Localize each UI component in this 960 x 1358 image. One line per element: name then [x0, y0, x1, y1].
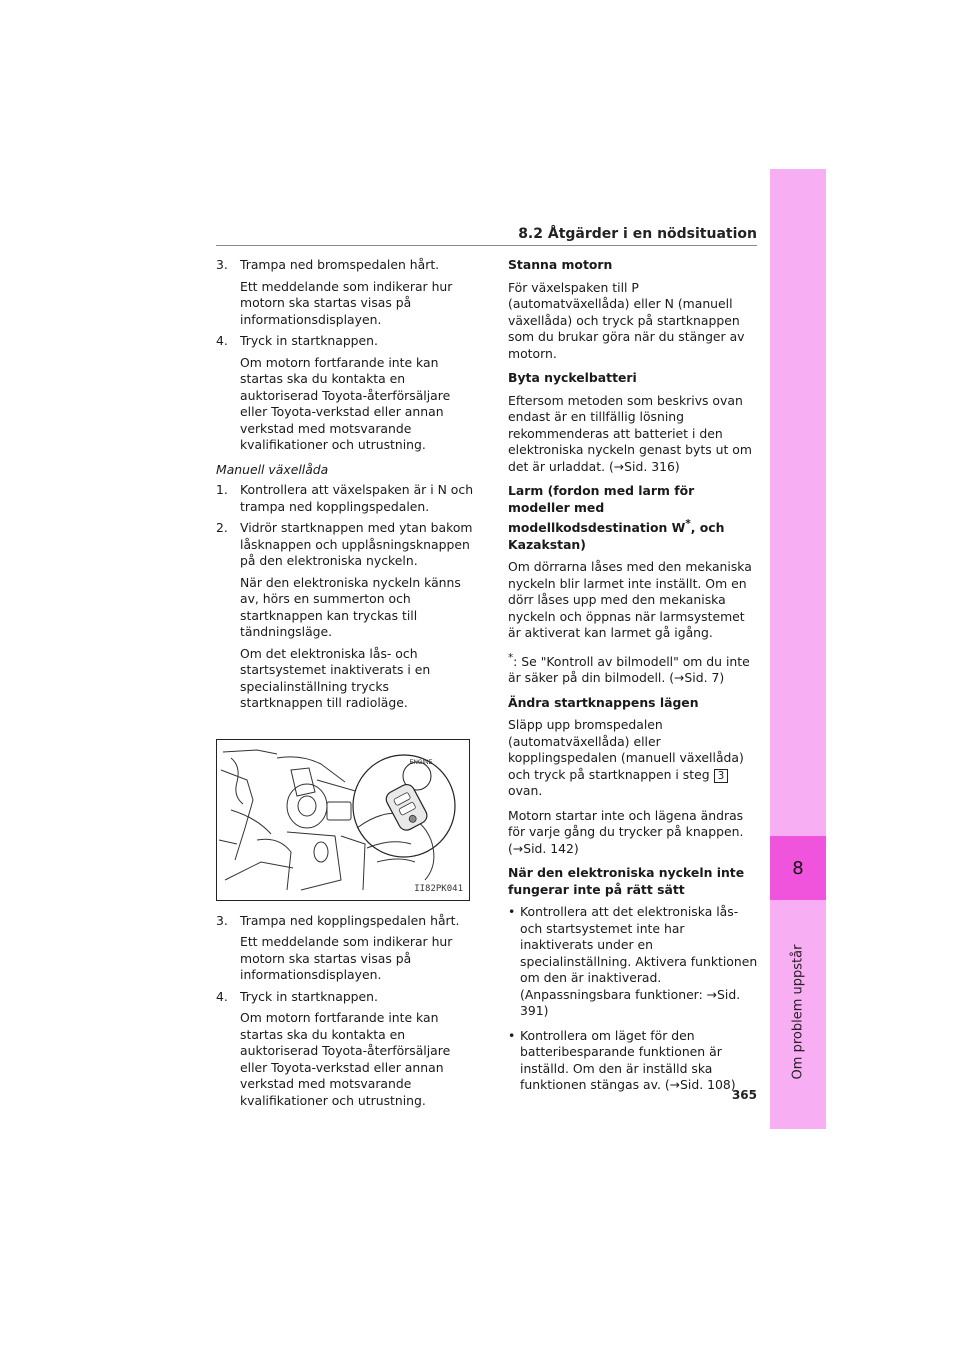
- step-2-manual: [216, 520, 474, 570]
- step-text: Tryck in startknappen.: [240, 333, 378, 348]
- bullet-icon: •: [508, 1027, 516, 1043]
- modes-text-part: Släpp upp bromspedalen (automatväxellåda) eller kopplingspedalen (manuell växellåda) och tryck på startknappen i steg: [508, 717, 744, 782]
- step-1-manual: [216, 482, 474, 515]
- section-title: 8.2 Åtgärder i en nödsituation: [518, 226, 757, 242]
- right-column: [508, 257, 758, 1102]
- step-text: Vidrör startknappen med ytan bakom låsknappen och upplåsningsknappen på den elektroniska nyckeln.: [240, 520, 473, 568]
- alarm-heading-part: , och Kazakstan): [508, 520, 725, 552]
- key-not-working-heading: När den elektroniska nyckeln inte fungerar inte på rätt sätt: [508, 865, 745, 897]
- alarm-heading-part: Larm (fordon med larm för modeller med modellkodsdestination W: [508, 483, 695, 536]
- header-divider: [216, 245, 757, 246]
- step-number: 2.: [216, 520, 228, 535]
- step-3-manual: [216, 913, 474, 930]
- chapter-title: Om problem uppstår: [790, 944, 806, 1080]
- step-3-auto: [216, 257, 474, 274]
- battery-heading: Byta nyckelbatteri: [508, 370, 637, 385]
- step-reference-tag: 3: [714, 769, 729, 783]
- list-item-text: Kontrollera om läget för den batteribesparande funktionen är inställd. Om den är inställd ska funktionen stängas av. (→Sid. 108): [520, 1027, 736, 1093]
- engine-button-label: ENGINE: [409, 759, 433, 766]
- list-item-text: Kontrollera att det elektroniska lås- och startsystemet inte har inaktiverats under en specialinställning. Aktivera funktionen om den är inaktiverad. (Anpassningsbara funktioner: →Sid. 391): [520, 904, 758, 1019]
- step-number: 3.: [216, 257, 228, 272]
- step-number: 1.: [216, 482, 228, 497]
- stop-engine-text: För växelspaken till P (automatväxellåda) eller N (manuell växellåda) och tryck på startknappen som du brukar göra när du stänger av motorn.: [508, 279, 745, 361]
- step-text: Kontrollera att växelspaken är i N och trampa ned kopplingspedalen.: [240, 482, 474, 514]
- step-4-manual: [216, 989, 474, 1006]
- bullet-icon: •: [508, 904, 516, 920]
- footnote-marker: *: [685, 518, 691, 530]
- step-note: När den elektroniska nyckeln känns av, hörs en summerton och startknappen kan tryckas till tändningsläge.: [240, 574, 461, 639]
- car-interior-illustration: [217, 740, 469, 900]
- figure-code: II82PK041: [414, 884, 463, 894]
- step-4-auto: [216, 333, 474, 350]
- alarm-text: Om dörrarna låses med den mekaniska nyckeln blir larmet inte inställt. Om en dörr låses upp med den mekaniska nyckeln och öppnas när larmsystemet är aktiverat kan larmet gå igång.: [508, 559, 752, 641]
- step-number: 4.: [216, 988, 228, 1004]
- step-number: 4.: [216, 333, 228, 348]
- page-number: 365: [731, 1088, 757, 1102]
- step-note: Ett meddelande som indikerar hur motorn ska startas visas på informationsdisplayen.: [240, 934, 453, 982]
- step-number: 3.: [216, 912, 228, 928]
- step-text: Trampa ned bromspedalen hårt.: [240, 257, 440, 272]
- step-note: Om motorn fortfarande inte kan startas ska du kontakta en auktoriserad Toyota-återförsäljare eller Toyota-verkstad eller annan verkstad med motsvarande kvalifikationer och utrustning.: [240, 1010, 451, 1108]
- step-note: Ett meddelande som indikerar hur motorn ska startas visas på informationsdisplayen.: [240, 278, 453, 327]
- alarm-heading: [508, 483, 758, 553]
- step-text: Trampa ned kopplingspedalen hårt.: [240, 912, 460, 928]
- modes-text: [508, 717, 758, 800]
- stop-engine-heading: Stanna motorn: [508, 257, 613, 272]
- battery-text: Eftersom metoden som beskrivs ovan endast är en tillfällig lösning rekommenderas att batteriet i den elektroniska nyckeln genast byts ut om det är urladdat. (→Sid. 316): [508, 392, 752, 474]
- footnote-marker: *: [508, 651, 514, 664]
- list-item: [508, 904, 758, 1020]
- step-note: Om motorn fortfarande inte kan startas ska du kontakta en auktoriserad Toyota-återförsäljare eller Toyota-verkstad eller annan verkstad med motsvarande kvalifikationer och utrustning.: [240, 354, 451, 452]
- modes-heading: Ändra startknappens lägen: [508, 694, 699, 710]
- chapter-number: 8: [770, 836, 826, 900]
- footnote-text: : Se "Kontroll av bilmodell" om du inte är säker på din bilmodell. (→Sid. 7): [508, 653, 750, 686]
- step-note: Om det elektroniska lås- och startsystemet inaktiverats i en specialinställning trycks startknappen till radioläge.: [240, 645, 431, 710]
- modes-text-2: Motorn startar inte och lägena ändras för varje gång du trycker på knappen. (→Sid. 142): [508, 807, 744, 856]
- list-item: [508, 1028, 758, 1094]
- step-text: Tryck in startknappen.: [240, 988, 378, 1004]
- left-column: [216, 257, 474, 1114]
- footnote: [508, 650, 758, 687]
- modes-text-part: ovan.: [508, 783, 543, 799]
- manual-transmission-heading: Manuell växellåda: [216, 461, 329, 477]
- illustration-key-at-start-button: [216, 739, 470, 901]
